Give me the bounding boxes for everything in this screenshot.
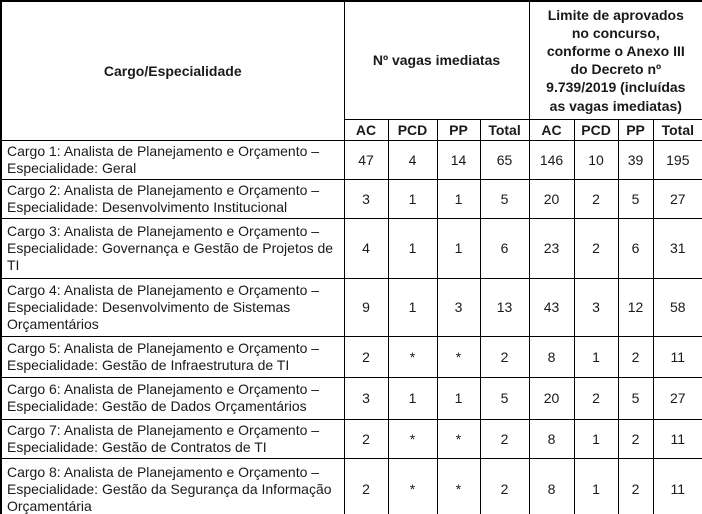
subheader-ac-2: AC bbox=[529, 119, 574, 140]
value-cell: 3 bbox=[344, 377, 388, 419]
value-cell: 43 bbox=[529, 278, 574, 336]
cargo-cell: Cargo 3: Analista de Planejamento e Orçamento – Especialidade: Governança e Gestão de Projetos de TI bbox=[1, 218, 344, 278]
col-header-immediate-vacancies: Nº vagas imediatas bbox=[344, 1, 529, 119]
value-cell: 1 bbox=[388, 218, 437, 278]
table-row bbox=[1, 278, 702, 336]
value-cell: 3 bbox=[344, 179, 388, 218]
value-cell: 5 bbox=[618, 179, 653, 218]
value-cell: 23 bbox=[529, 218, 574, 278]
value-cell: 195 bbox=[653, 140, 702, 179]
table-row bbox=[1, 377, 702, 419]
value-cell: 5 bbox=[480, 179, 529, 218]
cargo-cell: Cargo 2: Analista de Planejamento e Orçamento – Especialidade: Desenvolvimento Institucional bbox=[1, 179, 344, 218]
value-cell: 27 bbox=[653, 377, 702, 419]
value-cell: 11 bbox=[653, 458, 702, 514]
value-cell: 14 bbox=[437, 140, 480, 179]
value-cell: 31 bbox=[653, 218, 702, 278]
value-cell: 1 bbox=[437, 179, 480, 218]
value-cell: 3 bbox=[574, 278, 618, 336]
value-cell: 2 bbox=[480, 458, 529, 514]
table-row bbox=[1, 140, 702, 179]
value-cell: 11 bbox=[653, 336, 702, 377]
value-cell: * bbox=[437, 458, 480, 514]
value-cell: 8 bbox=[529, 419, 574, 458]
subheader-pcd-1: PCD bbox=[388, 119, 437, 140]
value-cell: 8 bbox=[529, 458, 574, 514]
value-cell: 5 bbox=[480, 377, 529, 419]
value-cell: 1 bbox=[574, 458, 618, 514]
value-cell: 2 bbox=[344, 419, 388, 458]
value-cell: 3 bbox=[437, 278, 480, 336]
subheader-pcd-2: PCD bbox=[574, 119, 618, 140]
value-cell: 1 bbox=[574, 336, 618, 377]
value-cell: 39 bbox=[618, 140, 653, 179]
value-cell: 4 bbox=[344, 218, 388, 278]
value-cell: 6 bbox=[618, 218, 653, 278]
value-cell: 9 bbox=[344, 278, 388, 336]
value-cell: 58 bbox=[653, 278, 702, 336]
value-cell: 2 bbox=[574, 377, 618, 419]
value-cell: * bbox=[437, 419, 480, 458]
cargo-cell: Cargo 7: Analista de Planejamento e Orçamento – Especialidade: Gestão de Contratos de TI bbox=[1, 419, 344, 458]
value-cell: 1 bbox=[388, 278, 437, 336]
table-row bbox=[1, 336, 702, 377]
value-cell: 2 bbox=[480, 419, 529, 458]
value-cell: 2 bbox=[344, 458, 388, 514]
value-cell: 4 bbox=[388, 140, 437, 179]
value-cell: 13 bbox=[480, 278, 529, 336]
value-cell: 12 bbox=[618, 278, 653, 336]
value-cell: 11 bbox=[653, 419, 702, 458]
subheader-pp-1: PP bbox=[437, 119, 480, 140]
value-cell: 2 bbox=[618, 458, 653, 514]
col-header-cargo: Cargo/Especialidade bbox=[1, 1, 344, 140]
subheader-total-2: Total bbox=[653, 119, 702, 140]
cargo-cell: Cargo 6: Analista de Planejamento e Orçamento – Especialidade: Gestão de Dados Orçamentários bbox=[1, 377, 344, 419]
cargo-cell: Cargo 1: Analista de Planejamento e Orçamento – Especialidade: Geral bbox=[1, 140, 344, 179]
cargo-cell: Cargo 8: Analista de Planejamento e Orçamento – Especialidade: Gestão da Segurança da Informação Orçamentária bbox=[1, 458, 344, 514]
value-cell: * bbox=[388, 419, 437, 458]
value-cell: 1 bbox=[437, 377, 480, 419]
value-cell: 20 bbox=[529, 377, 574, 419]
value-cell: 6 bbox=[480, 218, 529, 278]
value-cell: 1 bbox=[574, 419, 618, 458]
header-group-row bbox=[1, 1, 702, 119]
cargo-cell: Cargo 4: Analista de Planejamento e Orçamento – Especialidade: Desenvolvimento de Sistemas Orçamentários bbox=[1, 278, 344, 336]
value-cell: 1 bbox=[388, 179, 437, 218]
value-cell: 5 bbox=[618, 377, 653, 419]
value-cell: 47 bbox=[344, 140, 388, 179]
value-cell: 2 bbox=[574, 218, 618, 278]
value-cell: 2 bbox=[618, 419, 653, 458]
value-cell: 65 bbox=[480, 140, 529, 179]
table-row bbox=[1, 179, 702, 218]
value-cell: 2 bbox=[574, 179, 618, 218]
value-cell: * bbox=[437, 336, 480, 377]
table-row bbox=[1, 458, 702, 514]
value-cell: 8 bbox=[529, 336, 574, 377]
table-row bbox=[1, 419, 702, 458]
value-cell: * bbox=[388, 336, 437, 377]
value-cell: 2 bbox=[480, 336, 529, 377]
value-cell: 2 bbox=[618, 336, 653, 377]
value-cell: 1 bbox=[388, 377, 437, 419]
value-cell: 27 bbox=[653, 179, 702, 218]
value-cell: 146 bbox=[529, 140, 574, 179]
value-cell: * bbox=[388, 458, 437, 514]
subheader-ac-1: AC bbox=[344, 119, 388, 140]
subheader-pp-2: PP bbox=[618, 119, 653, 140]
cargo-cell: Cargo 5: Analista de Planejamento e Orçamento – Especialidade: Gestão de Infraestrutura de TI bbox=[1, 336, 344, 377]
subheader-total-1: Total bbox=[480, 119, 529, 140]
value-cell: 10 bbox=[574, 140, 618, 179]
col-header-approved-limit: Limite de aprovados no concurso, conforme o Anexo III do Decreto nº 9.739/2019 (incluídas as vagas imediatas) bbox=[529, 1, 702, 119]
table-row bbox=[1, 218, 702, 278]
value-cell: 2 bbox=[344, 336, 388, 377]
value-cell: 1 bbox=[437, 218, 480, 278]
value-cell: 20 bbox=[529, 179, 574, 218]
